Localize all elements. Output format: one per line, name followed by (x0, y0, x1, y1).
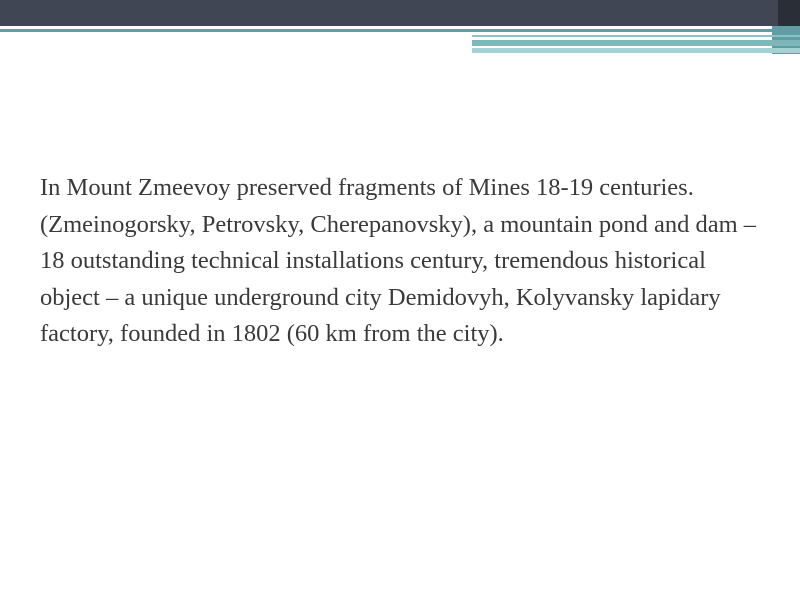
header-band (0, 0, 800, 26)
accent-line-main (0, 29, 800, 32)
accent-line-thin (472, 35, 800, 37)
slide-body-text: In Mount Zmeevoy preserved fragments of Mines 18-19 centuries. (Zmeinogorsky, Petrovsky, Cherepanovsky), a mountain pond and dam – 18 outstanding technical installations century, tremendous historical object – a unique underground city Demidovyh, Kolyvansky lapidary factory, founded in 1802 (60 km from the city). (40, 174, 757, 347)
accent-line-medium (472, 40, 800, 46)
accent-line-light (472, 48, 800, 53)
header-band-cap (778, 0, 800, 26)
